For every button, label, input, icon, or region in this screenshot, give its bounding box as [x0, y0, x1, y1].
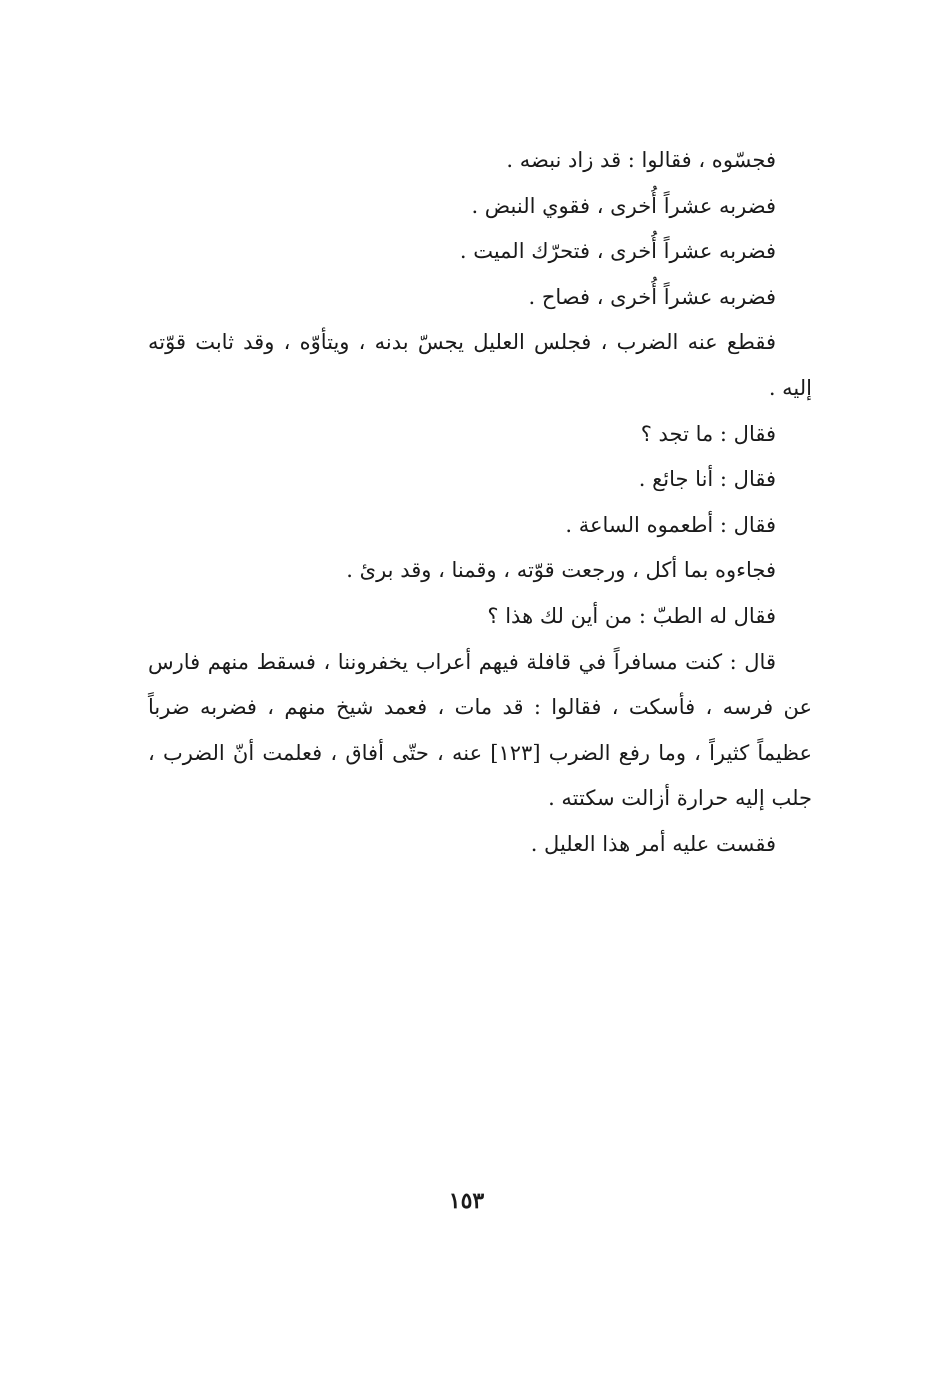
paragraph: فقال : أطعموه الساعة . — [565, 512, 776, 537]
paragraph: فقال : ما تجد ؟ — [640, 421, 776, 446]
paragraph: فقطع عنه الضرب ، فجلس العليل يجسّ بدنه ، ويتأوّه ، وقد ثابت قوّته إليه . — [148, 330, 812, 400]
body-text — [148, 138, 812, 868]
paragraph: فجسّوه ، فقالوا : قد زاد نبضه . — [506, 148, 776, 172]
paragraph: فضربه عشراً أُخرى ، فقوي النبض . — [471, 193, 776, 218]
paragraph: فقال له الطبّ : من أين لك هذا ؟ — [487, 603, 776, 628]
page-number: ١٥٣ — [448, 1188, 485, 1214]
paragraph: فجاءوه بما أكل ، ورجعت قوّته ، وقمنا ، وقد برئ . — [346, 558, 776, 583]
paragraph: فقست عليه أمر هذا العليل . — [530, 831, 776, 856]
paragraph: قال : كنت مسافراً في قافلة فيهم أعراب يخفروننا ، فسقط منهم فارس عن فرسه ، فأسكت ، فقالوا : قد مات ، فعمد شيخ منهم ، فضربه ضرباً عظيماً كثيراً ، وما رفع الضرب [١٢٣] عنه ، حتّى أفاق ، فعلمت أنّ الضرب ، جلب إليه حرارة أزالت سكتته . — [148, 649, 812, 811]
paragraph: فضربه عشراً أُخرى ، فتحرّك الميت . — [459, 239, 776, 264]
paragraph: فضربه عشراً أُخرى ، فصاح . — [528, 284, 776, 309]
paragraph: فقال : أنا جائع . — [638, 467, 776, 492]
